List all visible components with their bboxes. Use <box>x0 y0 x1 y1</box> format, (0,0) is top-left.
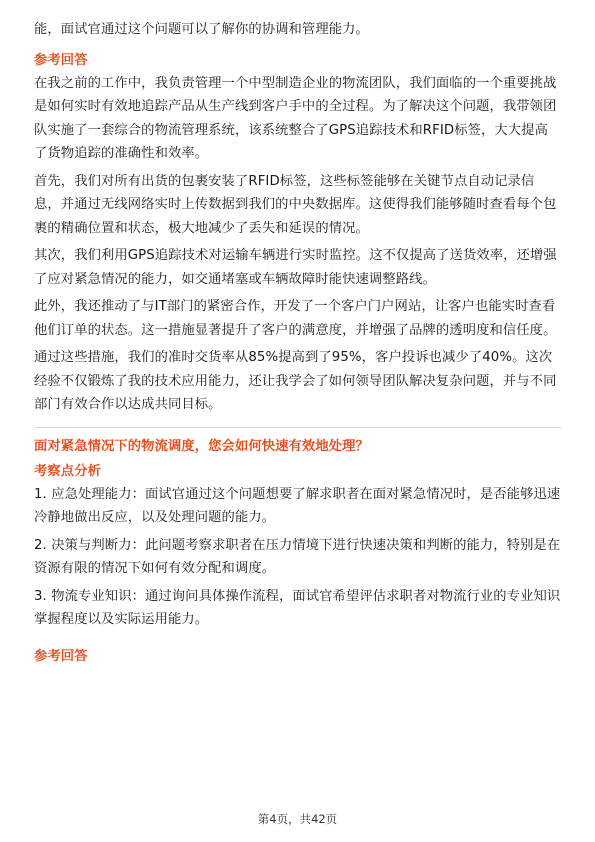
analysis-item: 1. 应急处理能力：面试官通过这个问题想要了解求职者在面对紧急情况时，是否能够迅速冷静地做出反应，以及处理问题的能力。 <box>34 486 561 525</box>
analysis-item: 3. 物流专业知识：通过询问具体操作流程，面试官希望评估求职者对物流行业的专业知识掌握程度以及实际运用能力。 <box>34 588 561 627</box>
answer-paragraph: 通过这些措施，我们的准时交货率从85%提高到了95%，客户投诉也减少了40%。这次经验不仅锻炼了我的技术应用能力，还让我学会了如何领导团队解决复杂问题，并与不同部门有效合作以达成共同目标。 <box>34 350 557 412</box>
analysis-item: 2. 决策与判断力：此问题考察求职者在压力情境下进行快速决策和判断的能力，特别是在资源有限的情况下如何有效分配和调度。 <box>34 537 561 576</box>
section-divider <box>34 427 561 428</box>
answer-paragraph: 在我之前的工作中，我负责管理一个中型制造企业的物流团队，我们面临的一个重要挑战是如何实时有效地追踪产品从生产线到客户手中的全过程。为了解决这个问题，我带领团队实施了一套综合的物流管理系统，该系统整合了GPS追踪技术和RFID标签，大大提高了货物追踪的准确性和效率。 <box>34 75 557 161</box>
answer-paragraph: 首先，我们对所有出货的包裹安装了RFID标签，这些标签能够在关键节点自动记录信息，并通过无线网络实时上传数据到我们的中央数据库。这使得我们能够随时查看每个包裹的精确位置和状态，极大地减少了丢失和延误的情况。 <box>34 173 557 236</box>
answer-paragraph: 此外，我还推动了与IT部门的紧密合作，开发了一个客户门户网站，让客户也能实时查看他们订单的状态。这一措施显著提升了客户的满意度，并增强了品牌的透明度和信任度。 <box>34 299 557 338</box>
page-footer: 第4页，共42页 <box>257 812 338 826</box>
reference-answer-heading: 参考回答 <box>34 52 88 68</box>
intro-line: 能，面试官通过这个问题可以了解你的协调和管理能力。 <box>34 22 369 37</box>
question-heading: 面对紧急情况下的物流调度，您会如何快速有效地处理？ <box>34 438 369 454</box>
answer-paragraph: 其次，我们利用GPS追踪技术对运输车辆进行实时监控。这不仅提高了送货效率，还增强了应对紧急情况的能力，如交通堵塞或车辆故障时能快速调整路线。 <box>34 248 557 287</box>
analysis-heading: 考察点分析 <box>34 463 101 479</box>
page-content <box>34 18 561 668</box>
reference-answer-heading-2: 参考回答 <box>34 648 88 664</box>
